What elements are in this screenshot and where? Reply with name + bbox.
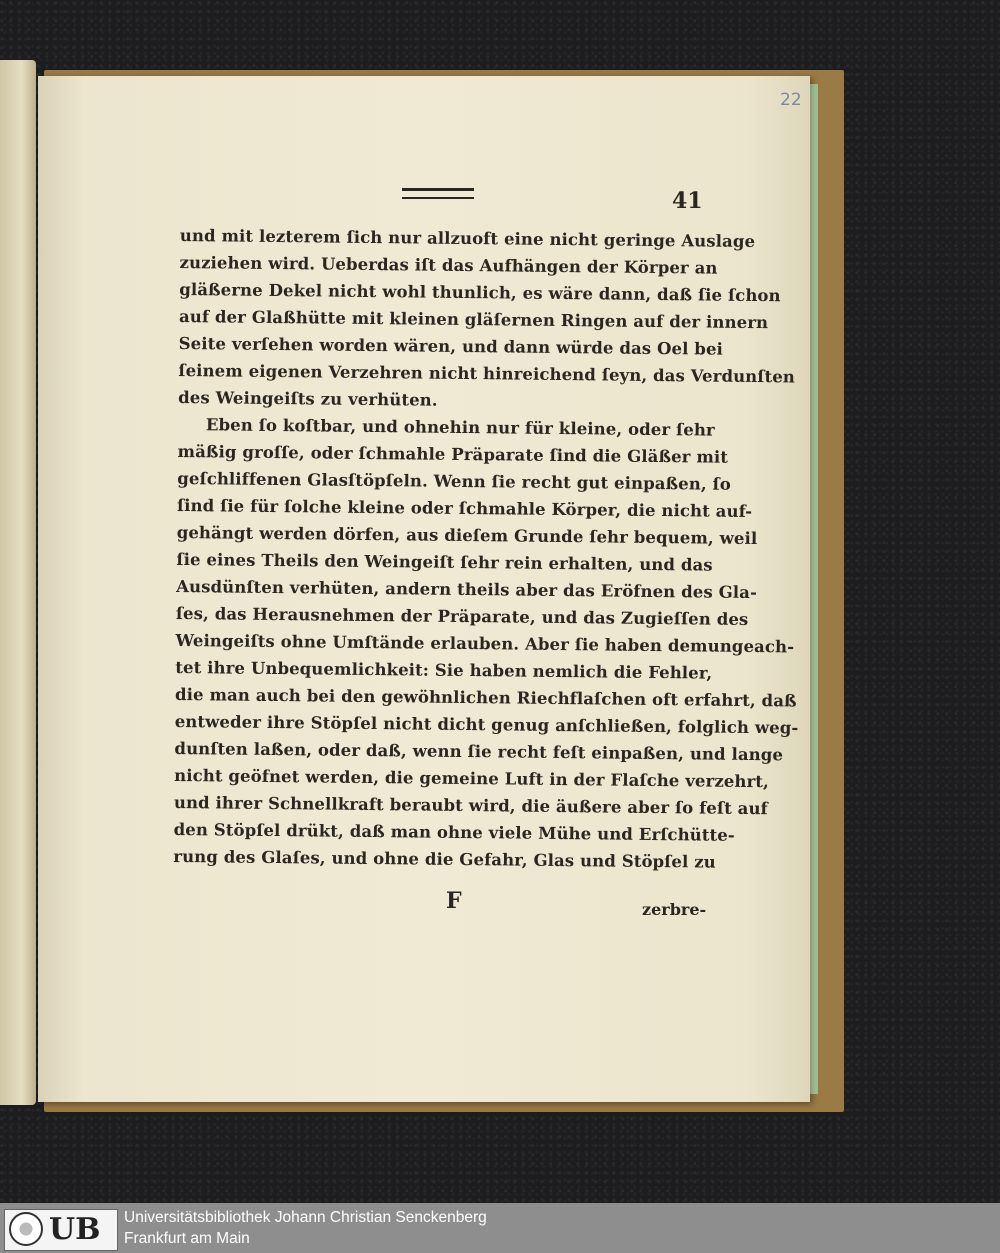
text-line: die man auch bei den gewöhnlichen Riechflaſchen oft erfahrt, daß <box>174 684 797 711</box>
text-line: Seite verſehen worden wären, und dann würde das Oel bei <box>178 333 724 359</box>
text-line: geſchliffenen Glasſtöpſeln. Wenn ſie recht gut einpaßen, ſo <box>177 468 732 494</box>
text-line: gehängt werden dörfen, aus dieſem Grunde ſehr bequem, weil <box>176 522 758 549</box>
text-line: tet ihre Unbequemlichkeit: Sie haben nemlich die Fehler, <box>175 657 713 683</box>
text-line: entweder ihre Stöpſel nicht dicht genug anſchließen, folglich weg- <box>174 711 799 738</box>
text-line: auf der Glaßhütte mit kleinen gläſernen Ringen auf der innern <box>178 306 769 333</box>
text-line: rung des Glaſes, und ohne die Gefahr, Glas und Stöpſel zu <box>173 846 716 872</box>
text-line: ſind ſie für ſolche kleine oder ſchmahle Körper, die nicht auf- <box>176 495 753 522</box>
text-line: Eben ſo koſtbar, und ohnehin nur für kleine, oder ſehr <box>205 415 715 440</box>
text-line: und mit lezterem ſich nur allzuoft eine nicht geringe Auslage <box>179 225 756 252</box>
page-number: 41 <box>672 188 703 214</box>
institution-city: Frankfurt am Main <box>124 1230 250 1247</box>
text-line: mäßig groſſe, oder ſchmahle Präparate ſind die Gläßer mit <box>177 441 729 467</box>
left-page-edge <box>0 60 36 1105</box>
text-line: den Stöpſel drükt, daß man ohne viele Mühe und Erſchütte- <box>173 819 735 845</box>
text-line: des Weingeiſts zu verhüten. <box>178 387 438 410</box>
text-line: Ausdünſten verhüten, andern theils aber das Eröfnen des Gla- <box>176 576 758 603</box>
text-line: zuziehen wird. Ueberdas iſt das Aufhängen der Körper an <box>179 252 718 278</box>
body-text <box>173 222 799 875</box>
text-line: gläßerne Dekel nicht wohl thunlich, es wäre dann, daß ſie ſchon <box>179 279 781 306</box>
library-footer <box>0 1203 1000 1253</box>
text-line: ſie eines Theils den Weingeiſt ſehr rein erhalten, und das <box>176 549 713 575</box>
text-line: nicht geöfnet werden, die gemeine Luft in der Flaſche verzehrt, <box>174 765 770 792</box>
text-line: ſes, das Herausnehmen der Präparate, und das Zugieſſen des <box>175 603 749 629</box>
header-rule <box>402 188 474 199</box>
catchword: zerbre- <box>642 900 707 919</box>
signature-mark: F <box>446 888 462 914</box>
text-line: Weingeiſts ohne Umſtände erlauben. Aber ſie haben demungeach- <box>175 630 795 657</box>
logo-text: UB <box>49 1212 101 1247</box>
seal-icon <box>9 1212 43 1246</box>
text-line: und ihrer Schnellkraft beraubt wird, die äußere aber ſo feſt auf <box>173 792 768 819</box>
library-logo[interactable] <box>4 1209 118 1251</box>
text-line: dunſten laßen, oder daß, wenn ſie recht feſt einpaßen, und lange <box>174 738 784 765</box>
institution-name: Universitätsbibliothek Johann Christian Senckenberg <box>124 1209 487 1226</box>
folio-pencil-number: 22 <box>780 90 802 110</box>
text-line: ſeinem eigenen Verzehren nicht hinreichend ſeyn, das Verdunſten <box>178 360 796 387</box>
